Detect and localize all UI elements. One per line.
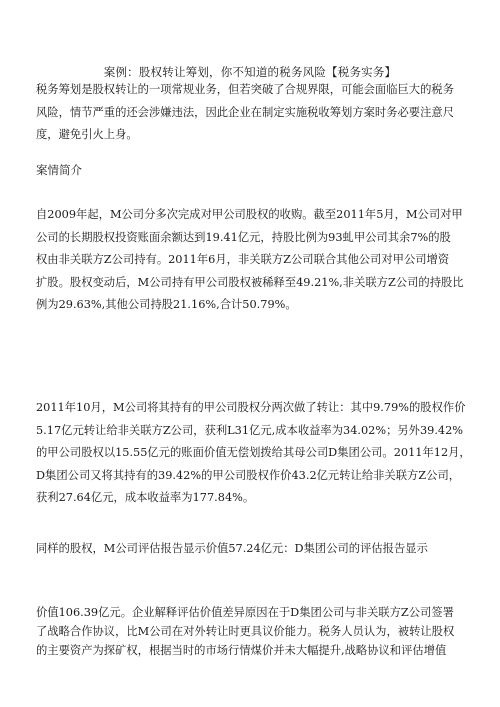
case-paragraph-2 xyxy=(36,397,471,510)
paragraph-line: 5.17亿元转让给非关联方Z公司，获利L31亿元,成本收益率为34.02%；另外39.42% xyxy=(36,423,464,437)
paragraph-line: 公司的长期股权投资账面余额达到19.41亿元，持股比例为93虬甲公司其余7%的股 xyxy=(36,230,451,244)
section-heading: 案情简介 xyxy=(36,163,82,177)
intro-line: 税务筹划是股权转让的一项常规业务，但若突破了合规界限，可能会面临巨大的税务 xyxy=(36,83,454,96)
intro-paragraph xyxy=(36,79,468,147)
intro-line: 风险，情节严重的还会涉嫌违法，因此企业在制定实施税收筹划方案时务必要注意尺 xyxy=(36,105,454,119)
paragraph-line: 价值106.39亿元。企业解释评估价值差异原因在于D集团公司与非关联方Z公司签署 xyxy=(36,606,454,619)
document-title: 案例：股权转让筹划，你不知道的税务风险【税务实务】 xyxy=(103,65,397,79)
paragraph-line: 获利27.64亿元，成本收益率为177.84%。 xyxy=(36,491,255,504)
case-paragraph-1 xyxy=(36,204,468,317)
paragraph-line: 权由非关联方Z公司持有。2011年6月，非关联方Z公司联合其他公司对甲公司增资 xyxy=(36,253,450,266)
case-paragraph-4 xyxy=(36,603,468,660)
intro-line: 度，避免引火上身。 xyxy=(36,128,138,141)
paragraph-line: 2011年10月，M公司将其持有的甲公司股权分两次做了转让：其中9.79%的股权作价 xyxy=(36,401,466,414)
paragraph-line: 的甲公司股权以15.55亿元的账面价值无偿划拨给其母公司D集团公司。2011年12月， xyxy=(36,446,471,459)
paragraph-line: 自2009年起，M公司分多次完成对甲公司股权的收购。截至2011年5月，M公司对甲 xyxy=(36,208,463,221)
paragraph-line: 同样的股权，M公司评估报告显示价值57.24亿元：D集团公司的评估报告显示 xyxy=(36,542,428,555)
case-paragraph-3 xyxy=(36,538,468,561)
paragraph-line: 的主要资产为探矿权，根据当时的市场行情煤价并未大幅提升,战略协议和评估增值 xyxy=(36,644,447,657)
paragraph-line: 例为29.63%,其他公司持股21.16%,合计50.79%。 xyxy=(36,298,297,311)
paragraph-line: D集团公司又将其持有的39.42%的甲公司股权作价43.2亿元转让给非关联方Z公司， xyxy=(36,468,461,482)
paragraph-line: 扩股。股权变动后，M公司持有甲公司股权被稀释至49.21%,非关联方Z公司的持股比 xyxy=(36,275,464,289)
paragraph-line: 了战略合作协议，比M公司在对外转让时更具议价能力。税务人员认为，被转让股权 xyxy=(36,625,455,638)
